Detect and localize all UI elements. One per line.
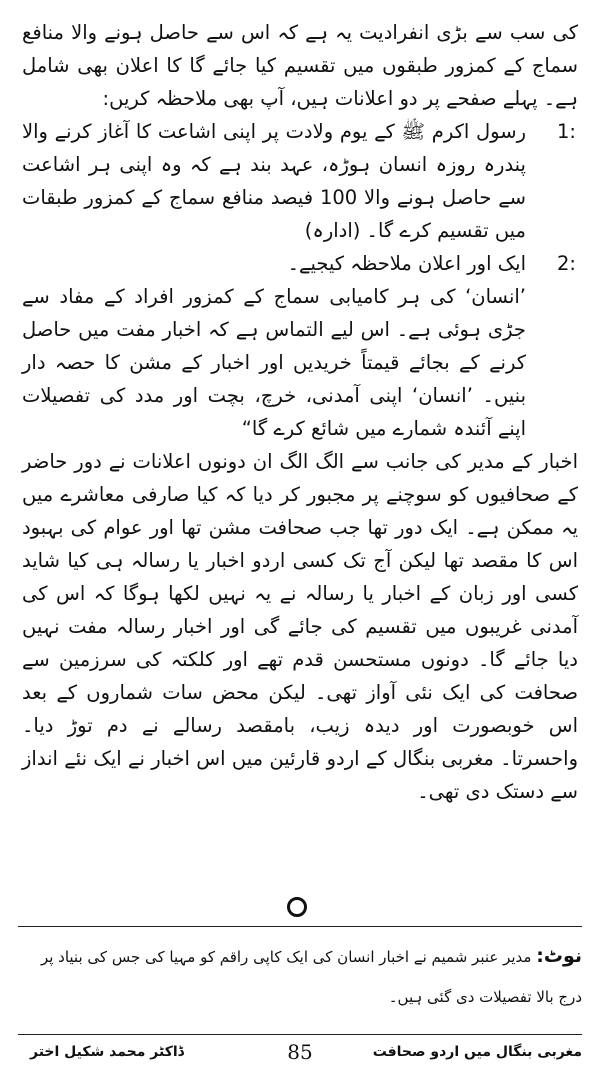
article-body bbox=[22, 16, 578, 808]
book-title: مغربی بنگال میں اردو صحافت bbox=[372, 1044, 582, 1060]
note-label: نوٹ: bbox=[536, 945, 582, 967]
intro-paragraph: کی سب سے بڑی انفرادیت یہ ہے کہ اس سے حاصل ہونے والا منافع سماج کے کمزور طبقوں میں تقسیم کیا جائے گا کا اعلان بھی شامل ہے۔ پہلے صفحے پر دو اعلانات ہیں، آپ بھی ملاحظہ کریں: bbox=[22, 21, 578, 110]
page-footer bbox=[18, 1040, 582, 1070]
closing-paragraph: اخبار کے مدیر کی جانب سے الگ الگ ان دونوں اعلانات نے دور حاضر کے صحافیوں کو سوچنے پر مجبور کر دیا کہ کیا صارفی معاشرے میں یہ ممکن ہے۔ ایک دور تھا جب صحافت مشن تھا اور عوام کی بہبود اس کا مقصد تھا لیکن آج تک کسی اردو اخبار یا رسالہ ہی کیا شاید کسی اور زبان کے اخبار یا رسالہ نے یہ نہیں لکھا ہوگا کہ اس کی آمدنی غریبوں میں تقسیم کی جائے گی اور اخبار رسالہ مفت نہیں دیا جائے گا۔ دونوں مستحسن قدم تھے اور کلکتہ کی سرزمین سے صحافت کی ایک نئی آواز تھی۔ لیکن محض سات شماروں کے بعد اس خوبصورت اور دیدہ زیب، بامقصد رسالے نے دم توڑ دیا۔ واحسرتا۔ مغربی بنگال کے اردو قارئین میں اس اخبار نے ایک نئے انداز سے دستک دی تھی۔ bbox=[22, 450, 578, 803]
item-number: 1: bbox=[557, 120, 576, 143]
quoted-announcement: ’انسان‘ کی ہر کامیابی سماج کے کمزور افراد کے مفاد سے جڑی ہوئی ہے۔ اس لیے التماس ہے کہ اخبار مفت میں حاصل کرنے کے بجائے قیمتاً خریدیں اور اخبار کے مشن کا حصہ دار بنیں۔ ’انسان‘ اپنی آمدنی، خرچ، بچت اور مدد کی تفصیلات اپنے آئندہ شمارے میں شائع کرے گا“ bbox=[22, 285, 526, 440]
footer-divider bbox=[18, 1034, 582, 1035]
item-text: ایک اور اعلان ملاحظہ کیجیے۔ bbox=[287, 252, 526, 275]
note-text: مدیر عنبر شمیم نے اخبار انسان کی ایک کاپی راقم کو مہیا کی جس کی بنیاد پر درج بالا تفصیلات دی گئی ہیں۔ bbox=[40, 948, 582, 1006]
announcement-item-1 bbox=[22, 115, 578, 247]
note-divider bbox=[18, 926, 582, 927]
item-number: 2: bbox=[557, 252, 576, 275]
page-number: 85 bbox=[287, 1040, 313, 1064]
item-text: رسول اکرم ﷺ کے یوم ولادت پر اپنی اشاعت کا آغاز کرنے والا پندرہ روزہ انسان ہوڑہ، عہد بند ہے کہ وہ اپنی ہر اشاعت سے حاصل ہونے والا 100 فیصد منافع سماج کے کمزور طبقات میں تقسیم کرے گا۔ (ادارہ) bbox=[22, 120, 526, 242]
announcement-item-2 bbox=[22, 247, 578, 280]
footnote bbox=[22, 936, 582, 1017]
author-name: ڈاکٹر محمد شکیل اختر bbox=[30, 1044, 184, 1060]
section-end-circle bbox=[287, 897, 307, 917]
